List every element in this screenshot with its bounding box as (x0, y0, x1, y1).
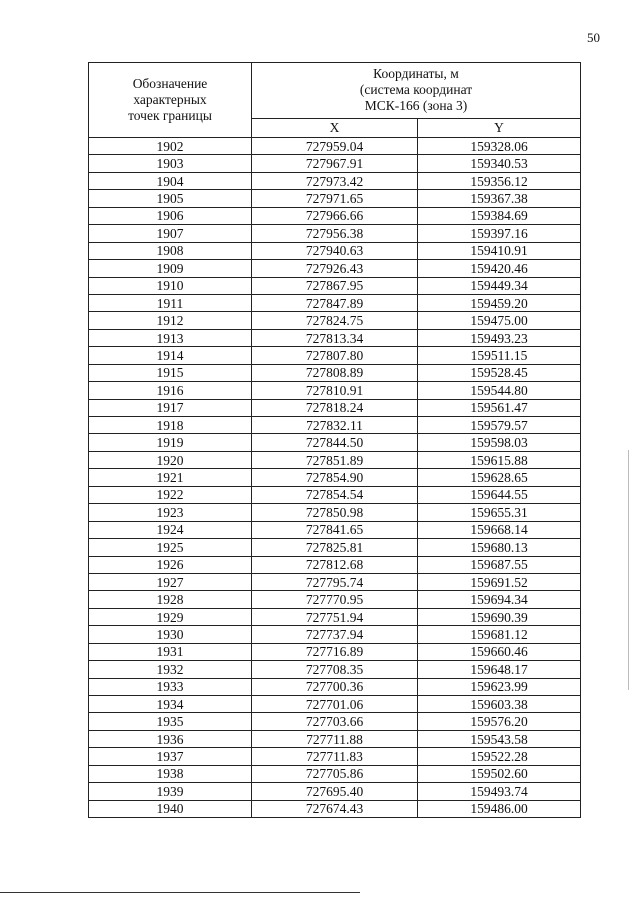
y-coordinate-cell: 159544.80 (418, 382, 581, 399)
table-row (89, 417, 581, 434)
table-row (89, 260, 581, 277)
point-id-cell: 1905 (89, 190, 252, 207)
table-row (89, 730, 581, 747)
x-coordinate-cell: 727850.98 (252, 504, 418, 521)
x-coordinate-cell: 727956.38 (252, 225, 418, 242)
x-coordinate-cell: 727716.89 (252, 643, 418, 660)
table-row (89, 399, 581, 416)
x-coordinate-cell: 727973.42 (252, 172, 418, 189)
point-designation-header: Обозначение характерных точек границы (89, 63, 252, 138)
y-coordinate-cell: 159576.20 (418, 713, 581, 730)
table-row (89, 329, 581, 346)
table-row (89, 539, 581, 556)
y-coordinate-cell: 159449.34 (418, 277, 581, 294)
y-coordinate-cell: 159579.57 (418, 417, 581, 434)
x-coordinate-cell: 727751.94 (252, 608, 418, 625)
y-coordinate-cell: 159511.15 (418, 347, 581, 364)
table-row (89, 155, 581, 172)
table-row (89, 556, 581, 573)
point-id-cell: 1903 (89, 155, 252, 172)
point-id-cell: 1923 (89, 504, 252, 521)
x-coordinate-cell: 727795.74 (252, 573, 418, 590)
x-coordinate-cell: 727825.81 (252, 539, 418, 556)
table-row (89, 207, 581, 224)
point-id-cell: 1931 (89, 643, 252, 660)
x-coordinate-cell: 727854.90 (252, 469, 418, 486)
point-id-cell: 1925 (89, 539, 252, 556)
point-id-cell: 1907 (89, 225, 252, 242)
table-row (89, 312, 581, 329)
x-coordinate-cell: 727770.95 (252, 591, 418, 608)
x-coordinate-cell: 727959.04 (252, 138, 418, 155)
point-id-cell: 1924 (89, 521, 252, 538)
x-coordinate-cell: 727700.36 (252, 678, 418, 695)
y-coordinate-cell: 159598.03 (418, 434, 581, 451)
y-coordinate-cell: 159680.13 (418, 539, 581, 556)
x-coordinate-cell: 727701.06 (252, 696, 418, 713)
point-id-cell: 1930 (89, 626, 252, 643)
point-id-cell: 1939 (89, 783, 252, 800)
point-id-cell: 1940 (89, 800, 252, 817)
y-coordinate-cell: 159340.53 (418, 155, 581, 172)
x-coordinate-cell: 727940.63 (252, 242, 418, 259)
point-id-cell: 1928 (89, 591, 252, 608)
x-coordinate-cell: 727674.43 (252, 800, 418, 817)
y-coordinate-cell: 159603.38 (418, 696, 581, 713)
table-row (89, 765, 581, 782)
point-id-cell: 1906 (89, 207, 252, 224)
table-row (89, 643, 581, 660)
table-row (89, 451, 581, 468)
point-id-cell: 1918 (89, 417, 252, 434)
y-coordinate-cell: 159694.34 (418, 591, 581, 608)
point-id-cell: 1936 (89, 730, 252, 747)
point-id-cell: 1902 (89, 138, 252, 155)
table-row (89, 172, 581, 189)
y-coordinate-cell: 159493.23 (418, 329, 581, 346)
y-coordinate-cell: 159690.39 (418, 608, 581, 625)
x-coordinate-cell: 727926.43 (252, 260, 418, 277)
coordinates-table (88, 62, 581, 818)
y-coordinate-cell: 159502.60 (418, 765, 581, 782)
table-row (89, 277, 581, 294)
y-coordinate-cell: 159397.16 (418, 225, 581, 242)
table-row (89, 364, 581, 381)
margin-rule (628, 450, 629, 690)
x-coordinate-cell: 727854.54 (252, 486, 418, 503)
table-row (89, 608, 581, 625)
x-coordinate-cell: 727971.65 (252, 190, 418, 207)
table-row (89, 469, 581, 486)
point-id-cell: 1915 (89, 364, 252, 381)
table-row (89, 661, 581, 678)
y-coordinate-cell: 159543.58 (418, 730, 581, 747)
point-id-cell: 1929 (89, 608, 252, 625)
y-coordinate-cell: 159687.55 (418, 556, 581, 573)
point-id-cell: 1916 (89, 382, 252, 399)
point-id-cell: 1935 (89, 713, 252, 730)
x-coordinate-cell: 727812.68 (252, 556, 418, 573)
point-id-cell: 1926 (89, 556, 252, 573)
table-row (89, 591, 581, 608)
x-coordinate-cell: 727967.91 (252, 155, 418, 172)
y-coordinate-cell: 159691.52 (418, 573, 581, 590)
table-row (89, 696, 581, 713)
x-coordinate-cell: 727818.24 (252, 399, 418, 416)
y-coordinate-cell: 159648.17 (418, 661, 581, 678)
table-row (89, 626, 581, 643)
point-id-cell: 1904 (89, 172, 252, 189)
table-row (89, 294, 581, 311)
table-row (89, 713, 581, 730)
point-id-cell: 1914 (89, 347, 252, 364)
x-coordinate-cell: 727851.89 (252, 451, 418, 468)
y-coordinate-cell: 159486.00 (418, 800, 581, 817)
point-id-cell: 1911 (89, 294, 252, 311)
x-coordinate-cell: 727867.95 (252, 277, 418, 294)
table-row (89, 800, 581, 817)
table-row (89, 242, 581, 259)
table-row (89, 748, 581, 765)
point-id-cell: 1909 (89, 260, 252, 277)
point-id-cell: 1917 (89, 399, 252, 416)
table-row (89, 678, 581, 695)
table-row (89, 225, 581, 242)
x-coordinate-cell: 727844.50 (252, 434, 418, 451)
footnote-rule (0, 892, 360, 893)
point-id-cell: 1920 (89, 451, 252, 468)
x-coordinate-cell: 727705.86 (252, 765, 418, 782)
point-id-cell: 1937 (89, 748, 252, 765)
x-coordinate-cell: 727708.35 (252, 661, 418, 678)
table-body (89, 138, 581, 818)
x-coordinate-cell: 727737.94 (252, 626, 418, 643)
point-id-cell: 1912 (89, 312, 252, 329)
y-coordinate-cell: 159655.31 (418, 504, 581, 521)
x-coordinate-cell: 727832.11 (252, 417, 418, 434)
y-coordinate-cell: 159561.47 (418, 399, 581, 416)
table-header (89, 63, 581, 138)
table-row (89, 347, 581, 364)
table-row (89, 573, 581, 590)
y-coordinate-cell: 159644.55 (418, 486, 581, 503)
y-coordinate-cell: 159522.28 (418, 748, 581, 765)
x-coordinate-cell: 727847.89 (252, 294, 418, 311)
point-id-cell: 1921 (89, 469, 252, 486)
x-coordinate-cell: 727808.89 (252, 364, 418, 381)
x-coordinate-cell: 727703.66 (252, 713, 418, 730)
table-row (89, 138, 581, 155)
point-id-cell: 1934 (89, 696, 252, 713)
y-coordinate-cell: 159615.88 (418, 451, 581, 468)
y-coordinate-cell: 159328.06 (418, 138, 581, 155)
x-coordinate-cell: 727711.83 (252, 748, 418, 765)
x-column-header: X (252, 118, 418, 137)
point-id-cell: 1927 (89, 573, 252, 590)
y-coordinate-cell: 159493.74 (418, 783, 581, 800)
y-coordinate-cell: 159681.12 (418, 626, 581, 643)
page-number: 50 (587, 30, 600, 45)
point-id-cell: 1919 (89, 434, 252, 451)
y-coordinate-cell: 159628.65 (418, 469, 581, 486)
table-row (89, 434, 581, 451)
x-coordinate-cell: 727966.66 (252, 207, 418, 224)
y-coordinate-cell: 159367.38 (418, 190, 581, 207)
table-row (89, 783, 581, 800)
y-coordinate-cell: 159420.46 (418, 260, 581, 277)
x-coordinate-cell: 727807.80 (252, 347, 418, 364)
point-id-cell: 1938 (89, 765, 252, 782)
x-coordinate-cell: 727711.88 (252, 730, 418, 747)
x-coordinate-cell: 727813.34 (252, 329, 418, 346)
y-column-header: Y (418, 118, 581, 137)
x-coordinate-cell: 727824.75 (252, 312, 418, 329)
point-id-cell: 1922 (89, 486, 252, 503)
table-row (89, 521, 581, 538)
y-coordinate-cell: 159668.14 (418, 521, 581, 538)
x-coordinate-cell: 727810.91 (252, 382, 418, 399)
y-coordinate-cell: 159623.99 (418, 678, 581, 695)
y-coordinate-cell: 159660.46 (418, 643, 581, 660)
coordinates-group-header: Координаты, м (система координат МСК-166 (зона 3) (252, 63, 581, 119)
y-coordinate-cell: 159459.20 (418, 294, 581, 311)
point-id-cell: 1932 (89, 661, 252, 678)
x-coordinate-cell: 727695.40 (252, 783, 418, 800)
table-row (89, 486, 581, 503)
table-row (89, 190, 581, 207)
point-id-cell: 1910 (89, 277, 252, 294)
point-id-cell: 1913 (89, 329, 252, 346)
x-coordinate-cell: 727841.65 (252, 521, 418, 538)
table-row (89, 382, 581, 399)
point-id-cell: 1908 (89, 242, 252, 259)
point-id-cell: 1933 (89, 678, 252, 695)
y-coordinate-cell: 159475.00 (418, 312, 581, 329)
y-coordinate-cell: 159384.69 (418, 207, 581, 224)
y-coordinate-cell: 159356.12 (418, 172, 581, 189)
table-row (89, 504, 581, 521)
y-coordinate-cell: 159528.45 (418, 364, 581, 381)
y-coordinate-cell: 159410.91 (418, 242, 581, 259)
